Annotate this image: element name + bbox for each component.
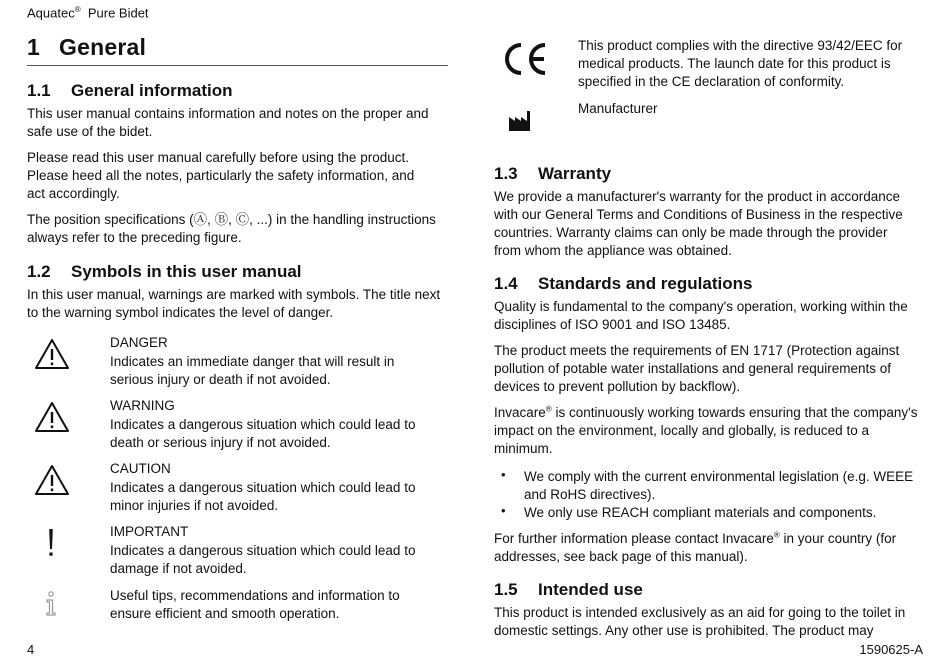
ce-mark-icon xyxy=(500,40,550,78)
subsection-heading-general-information xyxy=(27,81,233,101)
bullet-icon: • xyxy=(501,467,506,482)
section-number: 1 xyxy=(27,34,40,60)
paragraph: In this user manual, warnings are marked with symbols. The title next to the warning symbol indicates the level of danger. xyxy=(27,287,441,320)
subsection-number: 1.4 xyxy=(494,274,518,293)
running-header xyxy=(27,5,149,20)
subsection-title: Symbols in this user manual xyxy=(71,262,302,281)
subsection-number: 1.2 xyxy=(27,262,51,281)
symbol-description-danger: Indicates an immediate danger that will result in serious injury or death if not avoided. xyxy=(110,354,395,387)
symbol-description-important: Indicates a dangerous situation which could lead to damage if not avoided. xyxy=(110,543,416,576)
product-name: Pure Bidet xyxy=(87,5,149,21)
subsection-heading-standards xyxy=(494,274,752,294)
registered-mark: ® xyxy=(545,404,552,414)
subsection-heading-warranty xyxy=(494,164,611,184)
list-item: We comply with the current environmental legislation (e.g. WEEE and RoHS directives). xyxy=(524,469,914,502)
subsection-number: 1.3 xyxy=(494,164,518,183)
symbol-description-caution: Indicates a dangerous situation which could lead to minor injuries if not avoided. xyxy=(110,480,416,513)
info-icon xyxy=(42,590,60,618)
symbol-title-important: IMPORTANT xyxy=(110,524,189,539)
subsection-title: General information xyxy=(71,81,233,100)
paragraph: The position specifications (Ⓐ, Ⓑ, Ⓒ, ...) in the handling instructions always refer to the preceding figure. xyxy=(27,212,436,245)
symbol-title-warning: WARNING xyxy=(110,398,175,413)
subsection-title: Intended use xyxy=(538,580,643,599)
symbol-title-caution: CAUTION xyxy=(110,461,171,476)
paragraph: This product is intended exclusively as an aid for going to the toilet in domestic settings. Any other use is prohibited. The product may xyxy=(494,605,906,638)
symbol-description-info: Useful tips, recommendations and information to ensure efficient and smooth operation. xyxy=(110,588,400,621)
manufacturer-label: Manufacturer xyxy=(578,101,658,116)
paragraph: Please read this user manual carefully before using the product. Please heed all the notes, particularly the safety information, and act accordingly. xyxy=(27,150,415,201)
paragraph xyxy=(494,530,914,566)
bullet-icon: • xyxy=(501,503,506,518)
danger-warning-triangle-icon xyxy=(34,338,70,370)
paragraph: The product meets the requirements of EN 1717 (Protection against pollution of potable water installations and general requirements of devices to prevent pollution by backflow). xyxy=(494,343,900,394)
registered-mark: ® xyxy=(74,5,81,14)
section-title: General xyxy=(59,34,147,60)
subsection-heading-intended-use xyxy=(494,580,643,600)
ce-mark-description: This product complies with the directive 93/42/EEC for medical products. The launch date for this product is specified in the CE declaration of conformity. xyxy=(578,38,903,89)
subsection-heading-symbols xyxy=(27,262,302,282)
subsection-number: 1.5 xyxy=(494,580,518,599)
symbol-title-danger: DANGER xyxy=(110,335,168,350)
subsection-title: Standards and regulations xyxy=(538,274,753,293)
warning-triangle-icon xyxy=(34,401,70,433)
paragraph: This user manual contains information and notes on the proper and safe use of the bidet. xyxy=(27,106,429,139)
brand-name: Invacare xyxy=(494,405,546,420)
page-number: 4 xyxy=(27,642,35,657)
brand-name: Aquatec xyxy=(27,5,75,21)
list-item: We only use REACH compliant materials and components. xyxy=(524,505,877,520)
section-heading-general xyxy=(27,34,448,66)
paragraph xyxy=(494,404,918,458)
subsection-title: Warranty xyxy=(538,164,612,183)
registered-mark: ® xyxy=(773,530,780,540)
caution-triangle-icon xyxy=(34,464,70,496)
paragraph: Quality is fundamental to the company's operation, working within the disciplines of ISO 9001 and ISO 13485. xyxy=(494,299,908,332)
paragraph-text: is continuously working towards ensuring that the company's impact on the environment, locally and globally, is reduced to a minimum. xyxy=(494,405,918,456)
subsection-number: 1.1 xyxy=(27,81,51,100)
symbol-description-warning: Indicates a dangerous situation which could lead to death or serious injury if not avoided. xyxy=(110,417,416,450)
paragraph-text: in your country (for addresses, see back page of this manual). xyxy=(494,531,897,564)
exclamation-icon xyxy=(46,527,56,559)
document-code: 1590625-A xyxy=(859,642,923,657)
paragraph: We provide a manufacturer's warranty for the product in accordance with our General Terms and Conditions of Business in the respective countries. Warranty claims can only be made through the provider from whom the appliance was obtained. xyxy=(494,189,903,258)
paragraph-text: For further information please contact Invacare xyxy=(494,531,774,546)
manufacturer-factory-icon xyxy=(506,107,532,133)
